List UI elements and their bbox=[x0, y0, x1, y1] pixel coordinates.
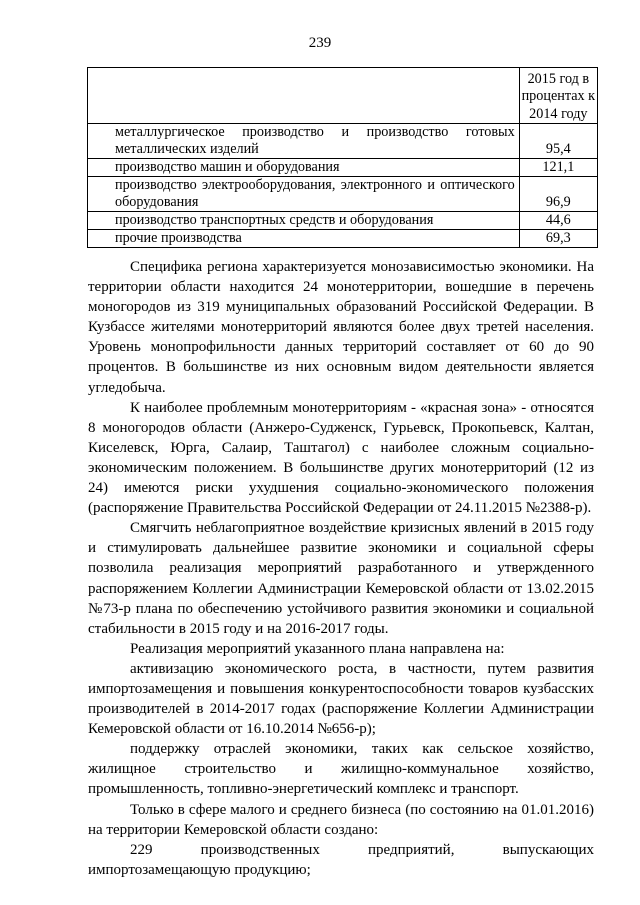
table-row bbox=[88, 124, 598, 159]
paragraph: активизацию экономического роста, в частности, путем развития импортозамещения и повышения конкурентоспособности товаров кузбасских производителей в 2014-2017 годах (распоряжение Коллегии Администрации Кемеровской области от 16.10.2014 №656-р); bbox=[88, 660, 594, 738]
table-row bbox=[88, 159, 598, 177]
table-header-label: 2015 год в процентах к 2014 году bbox=[519, 68, 597, 124]
table-row bbox=[88, 177, 598, 212]
paragraph: К наиболее проблемным монотерриториям - «красная зона» - относятся 8 моногородов области (Анжеро-Судженск, Гурьевск, Прокопьевск, Калтан, Киселевск, Юрга, Салаир, Таштагол) с наиболее сложным социально-экономическим положением. В большинстве других монотерриторий (12 из 24) имеются риски ухудшения социально-экономического положения (распоряжение Правительства Российской Федерации от 24.11.2015 №2388-р). bbox=[88, 399, 594, 517]
body-text bbox=[88, 257, 594, 880]
table-row-value: 96,9 bbox=[519, 177, 597, 212]
table-row-value: 95,4 bbox=[519, 124, 597, 159]
paragraph: Смягчить неблагоприятное воздействие кризисных явлений в 2015 году и стимулировать дальнейшее развитие экономики и социальной сферы позволила реализация мероприятий разработанного и утвержденного распоряжением Коллегии Администрации Кемеровской области от 13.02.2015 №73-р плана по обеспечению устойчивого развития экономики и социальной стабильности в 2015 году и на 2016-2017 годы. bbox=[88, 520, 594, 637]
table-row-value: 121,1 bbox=[519, 159, 597, 177]
table-row bbox=[88, 212, 598, 230]
paragraph: Специфика региона характеризуется монозависимостью экономики. На территории области находится 24 монотерритории, вошедшие в перечень моногородов из 319 муниципальных образований Российской Федерации. В Кузбассе жителями монотерриторий являются более двух третей населения. Уровень монопрофильности данных территорий составляет от 60 до 90 процентов. В большинстве из них основным видом деятельности является угледобыча. bbox=[88, 259, 594, 396]
table-row-label: производство электрооборудования, электронного и оптического оборудования bbox=[88, 177, 520, 212]
table-row-label: металлургическое производство и производство готовых металлических изделий bbox=[88, 124, 520, 159]
paragraph: поддержку отраслей экономики, таких как сельское хозяйство, жилищное строительство и жилищно-коммунальное хозяйство, промышленность, топливно-энергетический комплекс и транспорт. bbox=[88, 741, 594, 798]
table-row-label: производство транспортных средств и оборудования bbox=[88, 212, 520, 230]
paragraph: Только в сфере малого и среднего бизнеса (по состоянию на 01.01.2016) на территории Кемеровской области создано: bbox=[88, 801, 594, 838]
table-row-value: 69,3 bbox=[519, 230, 597, 248]
paragraph: 229 производственных предприятий, выпускающих bbox=[130, 841, 594, 858]
table-row bbox=[88, 230, 598, 248]
table-row-label: прочие производства bbox=[88, 230, 520, 248]
table-header-empty bbox=[88, 68, 520, 124]
table-row-value: 44,6 bbox=[519, 212, 597, 230]
table-row-label: производство машин и оборудования bbox=[88, 159, 520, 177]
paragraph: Реализация мероприятий указанного плана направлена на: bbox=[130, 640, 505, 657]
production-index-table bbox=[87, 67, 598, 248]
paragraph: импортозамещающую продукцию; bbox=[88, 861, 311, 878]
table-header-row bbox=[88, 68, 598, 124]
page-number: 239 bbox=[308, 35, 332, 51]
